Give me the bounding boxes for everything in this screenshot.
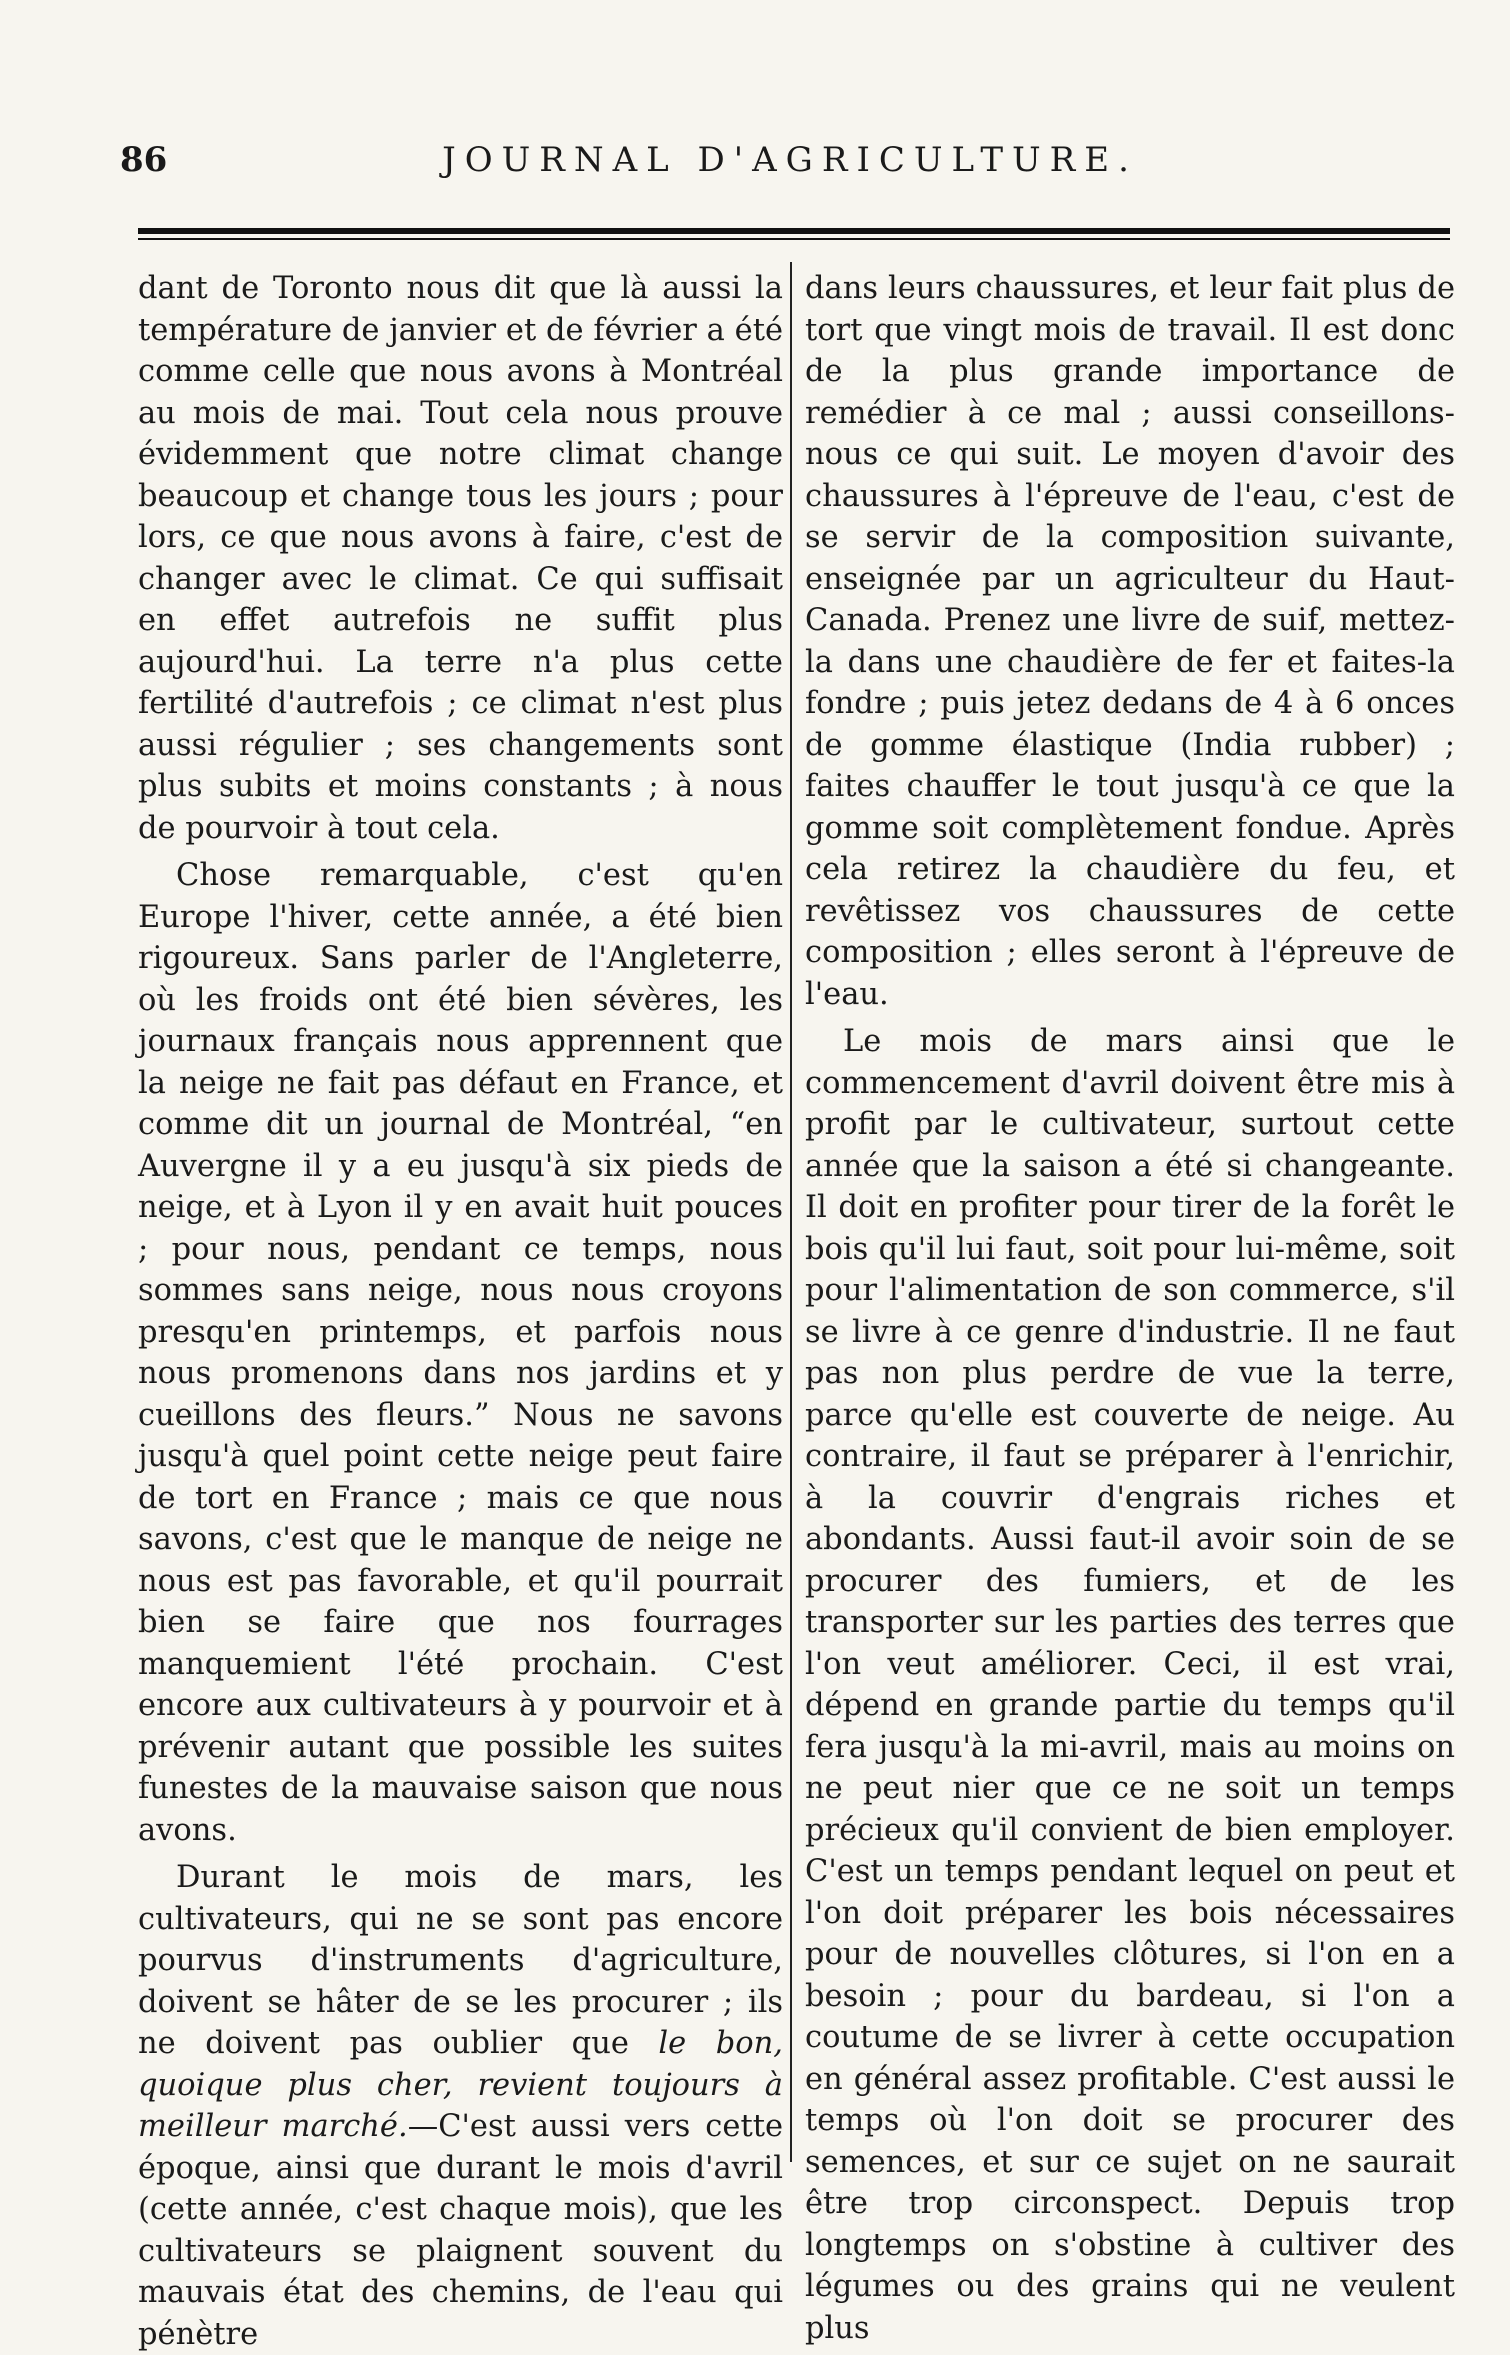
page-header <box>120 140 1460 200</box>
right-paragraph-2: Le mois de mars ainsi que le commencement d'avril doivent être mis à profit par le cultivateur, surtout cette année que la saison a été si changeante. Il doit en profiter pour tirer de la forêt le bois qu'il lui faut, soit pour lui-même, soit pour l'alimentation de son commerce, s'il se livre à ce genre d'industrie. Il ne faut pas non plus perdre de vue la terre, parce qu'elle est couverte de neige. Au contraire, il faut se préparer à l'enrichir, à la couvrir d'engrais riches et abondants. Aussi faut-il avoir soin de se procurer des fumiers, et de les transporter sur les parties des terres que l'on veut améliorer. Ceci, il est vrai, dépend en grande partie du temps qu'il fera jusqu'à la mi-avril, mais au moins on ne peut nier que ce ne soit un temps précieux qu'il convient de bien employer. C'est un temps pendant lequel on peut et l'on doit préparer les bois nécessaires pour de nouvelles clôtures, si l'on en a besoin ; pour du bardeau, si l'on a coutume de se livrer à cette occupation en général assez profitable. C'est aussi le temps où l'on doit se procurer des semences, et sur ce sujet on ne saurait être trop circonspect. Depuis trop longtemps on s'obstine à cultiver des légumes ou des grains qui ne veulent plus <box>805 1024 1455 2346</box>
left-paragraph-3 <box>138 1857 783 2355</box>
header-rule-thick <box>138 228 1450 234</box>
page-number: 86 <box>120 140 168 180</box>
right-paragraph-1: dans leurs chaussures, et leur fait plus de tort que vingt mois de travail. Il est donc de la plus grande importance de remédier à ce mal ; aussi conseillons-nous ce qui suit. Le moyen d'avoir des chaussures à l'épreuve de l'eau, c'est de se servir de la composition suivante, enseignée par un agriculteur du Haut-Canada. Prenez une livre de suif, mettez-la dans une chaudière de fer et faites-la fondre ; puis jetez dedans de 4 à 6 onces de gomme élastique (India rubber) ; faites chauffer le tout jusqu'à ce que la gomme soit complètement fondue. Après cela retirez la chaudière du feu, et revêtissez vos chaussures de cette composition ; elles seront à l'épreuve de l'eau. <box>805 271 1455 1012</box>
header-rule-thin <box>138 238 1450 240</box>
running-title: JOURNAL D'AGRICULTURE. <box>442 140 1138 180</box>
column-divider <box>790 262 792 2162</box>
left-column <box>138 268 783 2355</box>
left-paragraph-3-end: —C'est aussi vers cette époque, ainsi que durant le mois d'avril (cette année, c'est chaque mois), que les cultivateurs se plaignent souvent du mauvais état des chemins, de l'eau qui pénètre <box>138 2109 784 2352</box>
left-paragraph-1: dant de Toronto nous dit que là aussi la température de janvier et de février a été comme celle que nous avons à Montréal au mois de mai. Tout cela nous prouve évidemment que notre climat change beaucoup et change tous les jours ; pour lors, ce que nous avons à faire, c'est de changer avec le climat. Ce qui suffisait en effet autrefois ne suffit plus aujourd'hui. La terre n'a plus cette fertilité d'autrefois ; ce climat n'est plus aussi régulier ; ses changements sont plus subits et moins constants ; à nous de pourvoir à tout cela. <box>138 271 783 846</box>
right-column <box>805 268 1455 2349</box>
left-paragraph-3-italic: le bon, quoique plus cher, revient toujours à meilleur marché. <box>138 2026 783 2144</box>
left-paragraph-2: Chose remarquable, c'est qu'en Europe l'hiver, cette année, a été bien rigoureux. Sans parler de l'Angleterre, où les froids ont été bien sévères, les journaux français nous apprennent que la neige ne fait pas défaut en France, et comme dit un journal de Montréal, “en Auvergne il y a eu jusqu'à six pieds de neige, et à Lyon il y en avait huit pouces ; pour nous, pendant ce temps, nous sommes sans neige, nous nous croyons presqu'en printemps, et parfois nous nous promenons dans nos jardins et y cueillons des fleurs.” Nous ne savons jusqu'à quel point cette neige peut faire de tort en France ; mais ce que nous savons, c'est que le manque de neige ne nous est pas favorable, et qu'il pourrait bien se faire que nos fourrages manquemient l'été prochain. C'est encore aux cultivateurs à y pourvoir et à prévenir autant que possible les suites funestes de la mauvaise saison que nous avons. <box>138 858 783 1848</box>
left-paragraph-3-start: Durant le mois de mars, les cultivateurs, qui ne se sont pas encore pourvus d'instruments d'agriculture, doivent se hâter de se les procurer ; ils ne doivent pas oublier que <box>138 1860 783 2061</box>
